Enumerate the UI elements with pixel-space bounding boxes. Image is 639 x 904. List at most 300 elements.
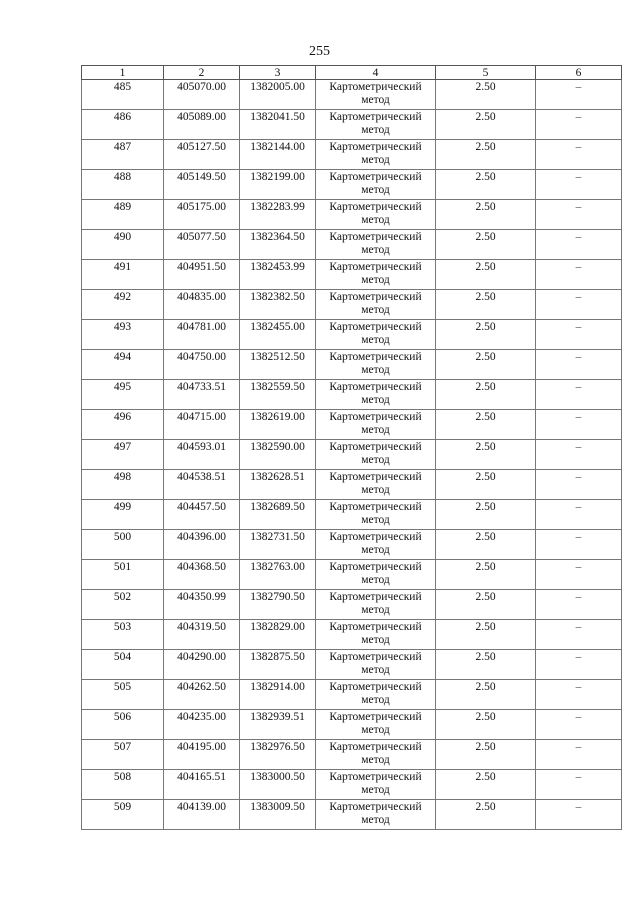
point-number-cell-text: 485	[113, 81, 132, 93]
note-cell-text: –	[575, 111, 582, 123]
table-row	[82, 380, 622, 410]
point-number-cell	[82, 230, 164, 260]
point-number-cell	[82, 110, 164, 140]
column-header: 3	[240, 66, 316, 80]
note-cell-text: –	[575, 531, 582, 543]
y-coordinate-cell-text: 1382559.50	[250, 381, 305, 393]
method-cell-text: Картометрический метод	[329, 801, 422, 826]
column-header: 2	[164, 66, 240, 80]
y-coordinate-cell-text: 1382875.50	[250, 651, 305, 663]
point-number-cell-text: 499	[113, 501, 132, 513]
y-coordinate-cell	[240, 290, 316, 320]
accuracy-cell	[436, 200, 536, 230]
note-cell	[536, 110, 622, 140]
table-row	[82, 620, 622, 650]
table-row	[82, 260, 622, 290]
accuracy-cell	[436, 410, 536, 440]
y-coordinate-cell	[240, 380, 316, 410]
x-coordinate-cell-text: 405149.50	[177, 171, 226, 183]
note-cell	[536, 200, 622, 230]
x-coordinate-cell	[164, 620, 240, 650]
x-coordinate-cell	[164, 260, 240, 290]
method-cell-text: Картометрический метод	[329, 201, 422, 226]
point-number-cell-text: 502	[113, 591, 132, 603]
method-cell	[316, 320, 436, 350]
accuracy-cell-text: 2.50	[475, 411, 496, 423]
x-coordinate-cell	[164, 140, 240, 170]
x-coordinate-cell	[164, 170, 240, 200]
table-row	[82, 350, 622, 380]
point-number-cell	[82, 410, 164, 440]
point-number-cell-text: 497	[113, 441, 132, 453]
x-coordinate-cell-text: 404350.99	[177, 591, 226, 603]
table-row	[82, 320, 622, 350]
method-cell	[316, 800, 436, 830]
method-cell-text: Картометрический метод	[329, 711, 422, 736]
accuracy-cell	[436, 740, 536, 770]
method-cell	[316, 230, 436, 260]
note-cell-text: –	[575, 801, 582, 813]
y-coordinate-cell	[240, 260, 316, 290]
accuracy-cell-text: 2.50	[475, 471, 496, 483]
table-row	[82, 500, 622, 530]
table-row	[82, 740, 622, 770]
note-cell-text: –	[575, 261, 582, 273]
x-coordinate-cell	[164, 710, 240, 740]
method-cell-text: Картометрический метод	[329, 411, 422, 436]
method-cell	[316, 200, 436, 230]
method-cell-text: Картометрический метод	[329, 681, 422, 706]
y-coordinate-cell-text: 1382364.50	[250, 231, 305, 243]
note-cell	[536, 320, 622, 350]
note-cell	[536, 260, 622, 290]
accuracy-cell-text: 2.50	[475, 231, 496, 243]
point-number-cell-text: 505	[113, 681, 132, 693]
note-cell-text: –	[575, 501, 582, 513]
point-number-cell	[82, 260, 164, 290]
note-cell	[536, 290, 622, 320]
y-coordinate-cell-text: 1382590.00	[250, 441, 305, 453]
note-cell	[536, 710, 622, 740]
method-cell	[316, 290, 436, 320]
x-coordinate-cell	[164, 410, 240, 440]
accuracy-cell	[436, 290, 536, 320]
x-coordinate-cell	[164, 560, 240, 590]
note-cell-text: –	[575, 741, 582, 753]
method-cell	[316, 380, 436, 410]
accuracy-cell	[436, 440, 536, 470]
point-number-cell	[82, 710, 164, 740]
y-coordinate-cell	[240, 530, 316, 560]
table-row	[82, 770, 622, 800]
x-coordinate-cell-text: 404733.51	[177, 381, 226, 393]
y-coordinate-cell-text: 1383000.50	[250, 771, 305, 783]
accuracy-cell-text: 2.50	[475, 111, 496, 123]
y-coordinate-cell-text: 1382763.00	[250, 561, 305, 573]
y-coordinate-cell-text: 1382512.50	[250, 351, 305, 363]
method-cell	[316, 500, 436, 530]
method-cell	[316, 590, 436, 620]
y-coordinate-cell-text: 1382790.50	[250, 591, 305, 603]
x-coordinate-cell-text: 404951.50	[177, 261, 226, 273]
accuracy-cell-text: 2.50	[475, 681, 496, 693]
x-coordinate-cell	[164, 770, 240, 800]
x-coordinate-cell-text: 404457.50	[177, 501, 226, 513]
table-row	[82, 650, 622, 680]
x-coordinate-cell	[164, 80, 240, 110]
x-coordinate-cell-text: 404593.01	[177, 441, 226, 453]
accuracy-cell	[436, 140, 536, 170]
accuracy-cell-text: 2.50	[475, 591, 496, 603]
point-number-cell-text: 500	[113, 531, 132, 543]
method-cell-text: Картометрический метод	[329, 351, 422, 376]
y-coordinate-cell-text: 1382041.50	[250, 111, 305, 123]
point-number-cell-text: 489	[113, 201, 132, 213]
point-number-cell-text: 487	[113, 141, 132, 153]
note-cell	[536, 140, 622, 170]
x-coordinate-cell-text: 404781.00	[177, 321, 226, 333]
note-cell-text: –	[575, 441, 582, 453]
x-coordinate-cell-text: 404319.50	[177, 621, 226, 633]
method-cell-text: Картометрический метод	[329, 741, 422, 766]
accuracy-cell	[436, 350, 536, 380]
accuracy-cell	[436, 80, 536, 110]
point-number-cell-text: 503	[113, 621, 132, 633]
x-coordinate-cell	[164, 470, 240, 500]
note-cell	[536, 530, 622, 560]
point-number-cell-text: 486	[113, 111, 132, 123]
y-coordinate-cell	[240, 440, 316, 470]
accuracy-cell-text: 2.50	[475, 261, 496, 273]
point-number-cell	[82, 590, 164, 620]
method-cell-text: Картометрический метод	[329, 141, 422, 166]
method-cell-text: Картометрический метод	[329, 171, 422, 196]
x-coordinate-cell-text: 404715.00	[177, 411, 226, 423]
y-coordinate-cell	[240, 620, 316, 650]
accuracy-cell-text: 2.50	[475, 321, 496, 333]
y-coordinate-cell	[240, 320, 316, 350]
accuracy-cell	[436, 770, 536, 800]
y-coordinate-cell-text: 1382976.50	[250, 741, 305, 753]
y-coordinate-cell	[240, 350, 316, 380]
note-cell	[536, 380, 622, 410]
point-number-cell	[82, 440, 164, 470]
y-coordinate-cell-text: 1383009.50	[250, 801, 305, 813]
y-coordinate-cell	[240, 140, 316, 170]
x-coordinate-cell-text: 404139.00	[177, 801, 226, 813]
point-number-cell	[82, 650, 164, 680]
point-number-cell-text: 491	[113, 261, 132, 273]
method-cell	[316, 710, 436, 740]
accuracy-cell	[436, 470, 536, 500]
y-coordinate-cell	[240, 500, 316, 530]
x-coordinate-cell	[164, 350, 240, 380]
y-coordinate-cell	[240, 800, 316, 830]
point-number-cell-text: 493	[113, 321, 132, 333]
y-coordinate-cell-text: 1382689.50	[250, 501, 305, 513]
note-cell	[536, 770, 622, 800]
note-cell	[536, 680, 622, 710]
accuracy-cell-text: 2.50	[475, 291, 496, 303]
point-number-cell	[82, 620, 164, 650]
point-number-cell	[82, 80, 164, 110]
method-cell-text: Картометрический метод	[329, 441, 422, 466]
y-coordinate-cell	[240, 680, 316, 710]
y-coordinate-cell	[240, 710, 316, 740]
note-cell-text: –	[575, 321, 582, 333]
y-coordinate-cell-text: 1382939.51	[250, 711, 305, 723]
x-coordinate-cell	[164, 290, 240, 320]
y-coordinate-cell	[240, 740, 316, 770]
method-cell	[316, 350, 436, 380]
note-cell-text: –	[575, 471, 582, 483]
y-coordinate-cell-text: 1382453.99	[250, 261, 305, 273]
point-number-cell	[82, 320, 164, 350]
note-cell	[536, 440, 622, 470]
y-coordinate-cell-text: 1382914.00	[250, 681, 305, 693]
y-coordinate-cell-text: 1382005.00	[250, 81, 305, 93]
note-cell-text: –	[575, 141, 582, 153]
method-cell-text: Картометрический метод	[329, 231, 422, 256]
table-row	[82, 680, 622, 710]
accuracy-cell-text: 2.50	[475, 741, 496, 753]
y-coordinate-cell-text: 1382628.51	[250, 471, 305, 483]
point-number-cell-text: 490	[113, 231, 132, 243]
accuracy-cell	[436, 170, 536, 200]
accuracy-cell-text: 2.50	[475, 81, 496, 93]
method-cell-text: Картометрический метод	[329, 501, 422, 526]
point-number-cell-text: 509	[113, 801, 132, 813]
accuracy-cell	[436, 320, 536, 350]
note-cell-text: –	[575, 621, 582, 633]
note-cell	[536, 650, 622, 680]
point-number-cell-text: 504	[113, 651, 132, 663]
method-cell	[316, 680, 436, 710]
accuracy-cell-text: 2.50	[475, 501, 496, 513]
note-cell-text: –	[575, 351, 582, 363]
note-cell-text: –	[575, 561, 582, 573]
x-coordinate-cell-text: 404290.00	[177, 651, 226, 663]
y-coordinate-cell-text: 1382829.00	[250, 621, 305, 633]
y-coordinate-cell	[240, 170, 316, 200]
method-cell-text: Картометрический метод	[329, 381, 422, 406]
method-cell-text: Картометрический метод	[329, 531, 422, 556]
point-number-cell-text: 508	[113, 771, 132, 783]
point-number-cell-text: 494	[113, 351, 132, 363]
accuracy-cell-text: 2.50	[475, 531, 496, 543]
x-coordinate-cell-text: 405175.00	[177, 201, 226, 213]
y-coordinate-cell	[240, 80, 316, 110]
method-cell-text: Картометрический метод	[329, 291, 422, 316]
x-coordinate-cell	[164, 380, 240, 410]
note-cell	[536, 350, 622, 380]
point-number-cell	[82, 470, 164, 500]
point-number-cell	[82, 800, 164, 830]
point-number-cell	[82, 140, 164, 170]
accuracy-cell-text: 2.50	[475, 651, 496, 663]
x-coordinate-cell-text: 404538.51	[177, 471, 226, 483]
accuracy-cell	[436, 650, 536, 680]
y-coordinate-cell	[240, 110, 316, 140]
y-coordinate-cell-text: 1382731.50	[250, 531, 305, 543]
method-cell-text: Картометрический метод	[329, 261, 422, 286]
x-coordinate-cell-text: 405127.50	[177, 141, 226, 153]
point-number-cell	[82, 560, 164, 590]
accuracy-cell-text: 2.50	[475, 381, 496, 393]
method-cell	[316, 260, 436, 290]
method-cell	[316, 110, 436, 140]
method-cell-text: Картометрический метод	[329, 621, 422, 646]
method-cell-text: Картометрический метод	[329, 111, 422, 136]
y-coordinate-cell	[240, 590, 316, 620]
y-coordinate-cell-text: 1382382.50	[250, 291, 305, 303]
x-coordinate-cell-text: 405089.00	[177, 111, 226, 123]
note-cell-text: –	[575, 651, 582, 663]
table-row	[82, 110, 622, 140]
point-number-cell-text: 495	[113, 381, 132, 393]
table-row	[82, 530, 622, 560]
x-coordinate-cell	[164, 320, 240, 350]
accuracy-cell-text: 2.50	[475, 711, 496, 723]
x-coordinate-cell	[164, 800, 240, 830]
method-cell	[316, 80, 436, 110]
column-header: 6	[536, 66, 622, 80]
y-coordinate-cell	[240, 470, 316, 500]
point-number-cell-text: 506	[113, 711, 132, 723]
method-cell	[316, 170, 436, 200]
y-coordinate-cell-text: 1382144.00	[250, 141, 305, 153]
note-cell	[536, 620, 622, 650]
note-cell-text: –	[575, 381, 582, 393]
x-coordinate-cell	[164, 110, 240, 140]
note-cell	[536, 590, 622, 620]
note-cell-text: –	[575, 171, 582, 183]
note-cell	[536, 500, 622, 530]
method-cell-text: Картометрический метод	[329, 651, 422, 676]
x-coordinate-cell-text: 405070.00	[177, 81, 226, 93]
table-body	[82, 80, 622, 830]
table-row	[82, 590, 622, 620]
y-coordinate-cell	[240, 650, 316, 680]
method-cell	[316, 440, 436, 470]
note-cell	[536, 470, 622, 500]
point-number-cell-text: 496	[113, 411, 132, 423]
table-row	[82, 470, 622, 500]
accuracy-cell	[436, 260, 536, 290]
accuracy-cell	[436, 590, 536, 620]
point-number-cell-text: 501	[113, 561, 132, 573]
table-header-row	[82, 66, 622, 80]
x-coordinate-cell	[164, 740, 240, 770]
method-cell-text: Картометрический метод	[329, 561, 422, 586]
accuracy-cell	[436, 110, 536, 140]
x-coordinate-cell-text: 404750.00	[177, 351, 226, 363]
column-header: 4	[316, 66, 436, 80]
note-cell-text: –	[575, 411, 582, 423]
note-cell-text: –	[575, 681, 582, 693]
point-number-cell	[82, 770, 164, 800]
x-coordinate-cell	[164, 590, 240, 620]
point-number-cell	[82, 530, 164, 560]
y-coordinate-cell	[240, 410, 316, 440]
method-cell-text: Картометрический метод	[329, 471, 422, 496]
table-row	[82, 80, 622, 110]
accuracy-cell-text: 2.50	[475, 201, 496, 213]
accuracy-cell	[436, 800, 536, 830]
accuracy-cell	[436, 680, 536, 710]
method-cell	[316, 770, 436, 800]
accuracy-cell	[436, 560, 536, 590]
note-cell-text: –	[575, 711, 582, 723]
x-coordinate-cell-text: 405077.50	[177, 231, 226, 243]
point-number-cell	[82, 380, 164, 410]
x-coordinate-cell	[164, 200, 240, 230]
y-coordinate-cell	[240, 200, 316, 230]
note-cell-text: –	[575, 81, 582, 93]
page-number: 255	[309, 44, 330, 59]
accuracy-cell-text: 2.50	[475, 171, 496, 183]
method-cell	[316, 470, 436, 500]
note-cell-text: –	[575, 291, 582, 303]
method-cell	[316, 530, 436, 560]
column-header: 5	[436, 66, 536, 80]
note-cell	[536, 740, 622, 770]
y-coordinate-cell-text: 1382455.00	[250, 321, 305, 333]
x-coordinate-cell	[164, 650, 240, 680]
method-cell	[316, 410, 436, 440]
table-row	[82, 290, 622, 320]
x-coordinate-cell-text: 404368.50	[177, 561, 226, 573]
note-cell-text: –	[575, 771, 582, 783]
y-coordinate-cell	[240, 230, 316, 260]
point-number-cell	[82, 350, 164, 380]
y-coordinate-cell-text: 1382199.00	[250, 171, 305, 183]
point-number-cell-text: 507	[113, 741, 132, 753]
coordinates-table	[81, 65, 622, 830]
y-coordinate-cell	[240, 770, 316, 800]
accuracy-cell	[436, 500, 536, 530]
note-cell-text: –	[575, 591, 582, 603]
method-cell	[316, 140, 436, 170]
point-number-cell	[82, 740, 164, 770]
x-coordinate-cell	[164, 680, 240, 710]
accuracy-cell-text: 2.50	[475, 561, 496, 573]
x-coordinate-cell	[164, 530, 240, 560]
method-cell-text: Картометрический метод	[329, 591, 422, 616]
note-cell	[536, 410, 622, 440]
accuracy-cell	[436, 530, 536, 560]
method-cell	[316, 620, 436, 650]
x-coordinate-cell-text: 404165.51	[177, 771, 226, 783]
point-number-cell-text: 498	[113, 471, 132, 483]
x-coordinate-cell-text: 404396.00	[177, 531, 226, 543]
x-coordinate-cell	[164, 230, 240, 260]
x-coordinate-cell-text: 404262.50	[177, 681, 226, 693]
accuracy-cell	[436, 230, 536, 260]
point-number-cell	[82, 680, 164, 710]
table-row	[82, 440, 622, 470]
y-coordinate-cell-text: 1382619.00	[250, 411, 305, 423]
note-cell-text: –	[575, 231, 582, 243]
x-coordinate-cell-text: 404835.00	[177, 291, 226, 303]
accuracy-cell-text: 2.50	[475, 771, 496, 783]
table-row	[82, 200, 622, 230]
accuracy-cell-text: 2.50	[475, 441, 496, 453]
accuracy-cell	[436, 620, 536, 650]
accuracy-cell-text: 2.50	[475, 141, 496, 153]
table-row	[82, 800, 622, 830]
column-header: 1	[82, 66, 164, 80]
